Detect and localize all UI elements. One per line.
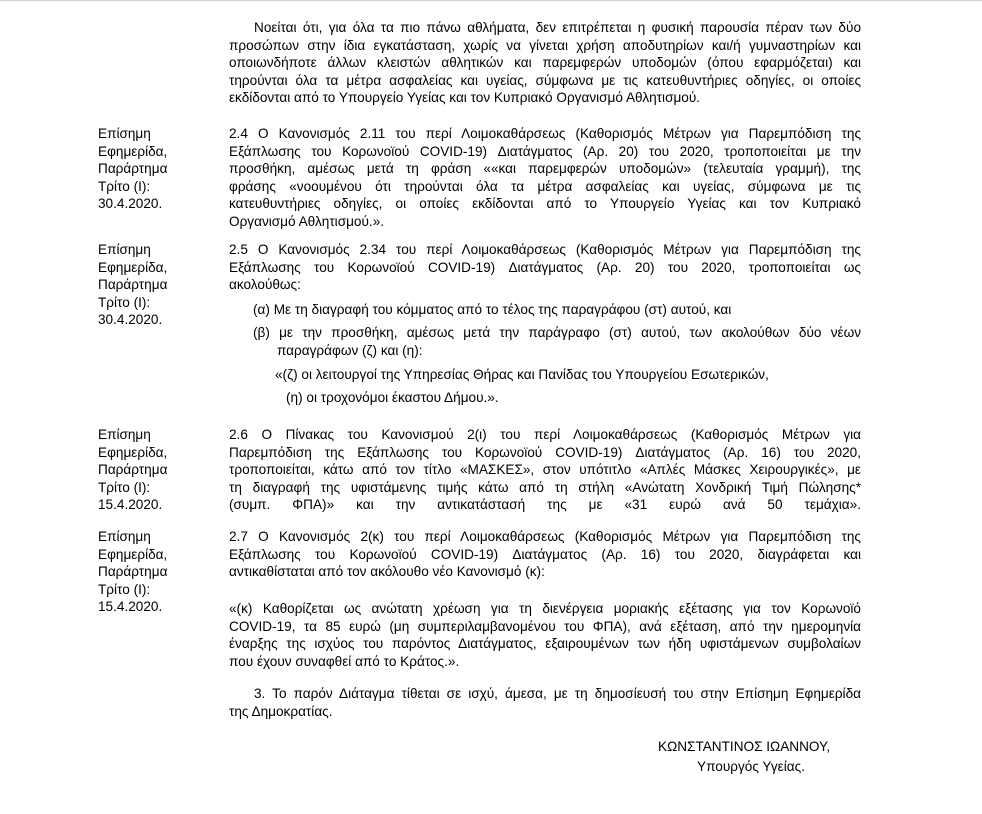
text-line: τη διαγραφή της υφιστάμενης τιμής κάτω από τη στήλη «Ανώτατη Χονδρική Τιμή Πώλησης*: [229, 479, 861, 495]
margin-note-2-6: Επίσημη Εφημερίδα, Παράρτημα Τρίτο (Ι): 15.4.2020.: [98, 427, 168, 512]
text-line: που έχουν συναφθεί από το Κράτος.».: [229, 653, 460, 669]
text-line: παραγράφων (ζ) και (η):: [277, 342, 423, 358]
top-border: [0, 0, 982, 1]
list-item-beta: [253, 324, 861, 359]
section-2-5-text: [229, 241, 861, 294]
section-2-7-text: [229, 528, 861, 581]
text-line: «(κ) Καθορίζεται ως ανώτατη χρέωση για τη διενέργεια μοριακής εξέτασης για τον Κορωνοϊό: [229, 601, 861, 616]
text-line: προσώπων στην ίδια εγκατάσταση, χωρίς να γίνεται χρήση αποδυτηρίων και/ή γυμναστηρίων και: [229, 37, 861, 53]
text-line: Παρεμπόδιση της Εξάπλωσης του Κορωνοϊού COVID-19) Διατάγματος (Αρ. 16) του 2020,: [229, 444, 861, 460]
text-line: οποιωνδήποτε άλλων κλειστών αθλητικών και παρεμφερών υποδομών (όπου εφαρμόζεται) και: [229, 55, 861, 70]
text-line: ακολούθως:: [229, 277, 301, 292]
text-line: Εξάπλωσης του Κορωνοϊού COVID-19) Διατάγματος (Αρ. 16) του 2020, διαγράφεται και: [229, 546, 861, 562]
text-line: 2.5 Ο Κανονισμός 2.34 του περί Λοιμοκαθάρσεως (Καθορισμός Μέτρων για Παρεμπόδιση της: [229, 242, 861, 257]
text-line: προσθήκη, αμέσως μετά τη φράση ««και παρεμφερών υποδομών» (τελευταία γραμμή), της: [229, 161, 861, 176]
text-line: COVID-19, τα 85 ευρώ (μη συμπεριλαμβανομένου του ΦΠΑ), ανά εξέταση, από την ημερομηνία: [229, 618, 861, 634]
signature-title: Υπουργός Υγείας.: [697, 759, 805, 774]
margin-note-2-7: Επίσημη Εφημερίδα, Παράρτημα Τρίτο (Ι): 15.4.2020.: [98, 529, 168, 614]
text-line: τηρούνται όλα τα μέτρα ασφαλείας και υγείας, σύμφωνα με τις κατευθυντήριες οδηγίες, οι οποίες: [229, 72, 861, 88]
text-line: εκδίδονται από το Υπουργείο Υγείας και τον Κυπριακό Οργανισμό Αθλητισμού.: [229, 90, 701, 105]
text-line: Νοείται ότι, για όλα τα πιο πάνω αθλήματα, δεν επιτρέπεται η φυσική παρουσία πέραν των δύο: [254, 20, 861, 35]
text-line: (συμπ. ΦΠΑ)» και την αντικατάστασή της με «31 ευρώ ανά 50 τεμάχια».: [229, 497, 861, 512]
quote-line-eta: (η) οι τροχονόμοι έκαστου Δήμου.».: [286, 390, 499, 405]
section-2-6-text: [229, 426, 861, 514]
text-line: φράσης «νοουμένου ότι τηρούνται όλα τα μέτρα ασφαλείας και υγείας, σύμφωνα με τις: [229, 178, 861, 194]
margin-note-2-5: Επίσημη Εφημερίδα, Παράρτημα Τρίτο (Ι): 30.4.2020.: [98, 242, 168, 327]
text-line: Οργανισμό Αθλητισμού.».: [229, 213, 385, 229]
text-line: έναρξης της ισχύος του παρόντος Διατάγματος, εξαιρουμένων των ήδη υφιστάμενων συμβολαίων: [229, 636, 861, 651]
intro-paragraph: [229, 19, 861, 107]
signature-name: ΚΩΝΣΤΑΝΤΙΝΟΣ ΙΩΑΝΝΟΥ,: [658, 739, 831, 754]
list-item-alpha: (α) Με τη διαγραφή του κόμματος από το τέλος της παραγράφου (στ) αυτού, και: [253, 302, 732, 317]
text-line: Εξάπλωσης του Κορωνοϊού COVID-19) Διατάγματος (Αρ. 20) του 2020, τροποποιείται ως: [229, 259, 861, 275]
section-3-text: [229, 685, 861, 720]
text-line: αντικαθίσταται από τον ακόλουθο νέο Κανονισμό (κ):: [229, 564, 545, 579]
text-line: της Δημοκρατίας.: [229, 703, 333, 719]
text-line: 2.7 Ο Κανονισμός 2(κ) του περί Λοιμοκαθάρσεως (Καθορισμός Μέτρων για Παρεμπόδιση της: [229, 529, 861, 544]
text-line: 3. Το παρόν Διάταγμα τίθεται σε ισχύ, άμεσα, με τη δημοσίευσή του στην Επίσημη Εφημερίδα: [254, 686, 861, 701]
section-2-7-quote: [229, 600, 861, 670]
text-line: κατευθυντήριες οδηγίες, οι οποίες εκδίδονται από το Υπουργείο Υγείας και τον Κυπριακό: [229, 196, 861, 211]
text-line: τροποποιείται, κάτω από τον τίτλο «ΜΑΣΚΕΣ», στον υπότιτλο «Απλές Μάσκες Χειρουργικές», με: [229, 462, 861, 477]
margin-note-2-4: Επίσημη Εφημερίδα, Παράρτημα Τρίτο (Ι): 30.4.2020.: [98, 126, 168, 211]
quote-line-zeta: «(ζ) οι λειτουργοί της Υπηρεσίας Θήρας και Πανίδας του Υπουργείου Εσωτερικών,: [275, 367, 769, 382]
text-line: Εξάπλωσης του Κορωνοϊού COVID-19) Διατάγματος (Αρ. 20) του 2020, τροποποιείται με την: [229, 143, 861, 159]
section-2-4-text: [229, 125, 861, 230]
text-line: 2.4 Ο Κανονισμός 2.11 του περί Λοιμοκαθάρσεως (Καθορισμός Μέτρων για Παρεμπόδιση της: [229, 126, 861, 141]
text-line: (β) με την προσθήκη, αμέσως μετά την παράγραφο (στ) αυτού, των ακολούθων δύο νέων: [253, 325, 861, 340]
text-line: 2.6 Ο Πίνακας του Κανονισμού 2(ι) του περί Λοιμοκαθάρσεως (Καθορισμός Μέτρων για: [229, 427, 861, 442]
